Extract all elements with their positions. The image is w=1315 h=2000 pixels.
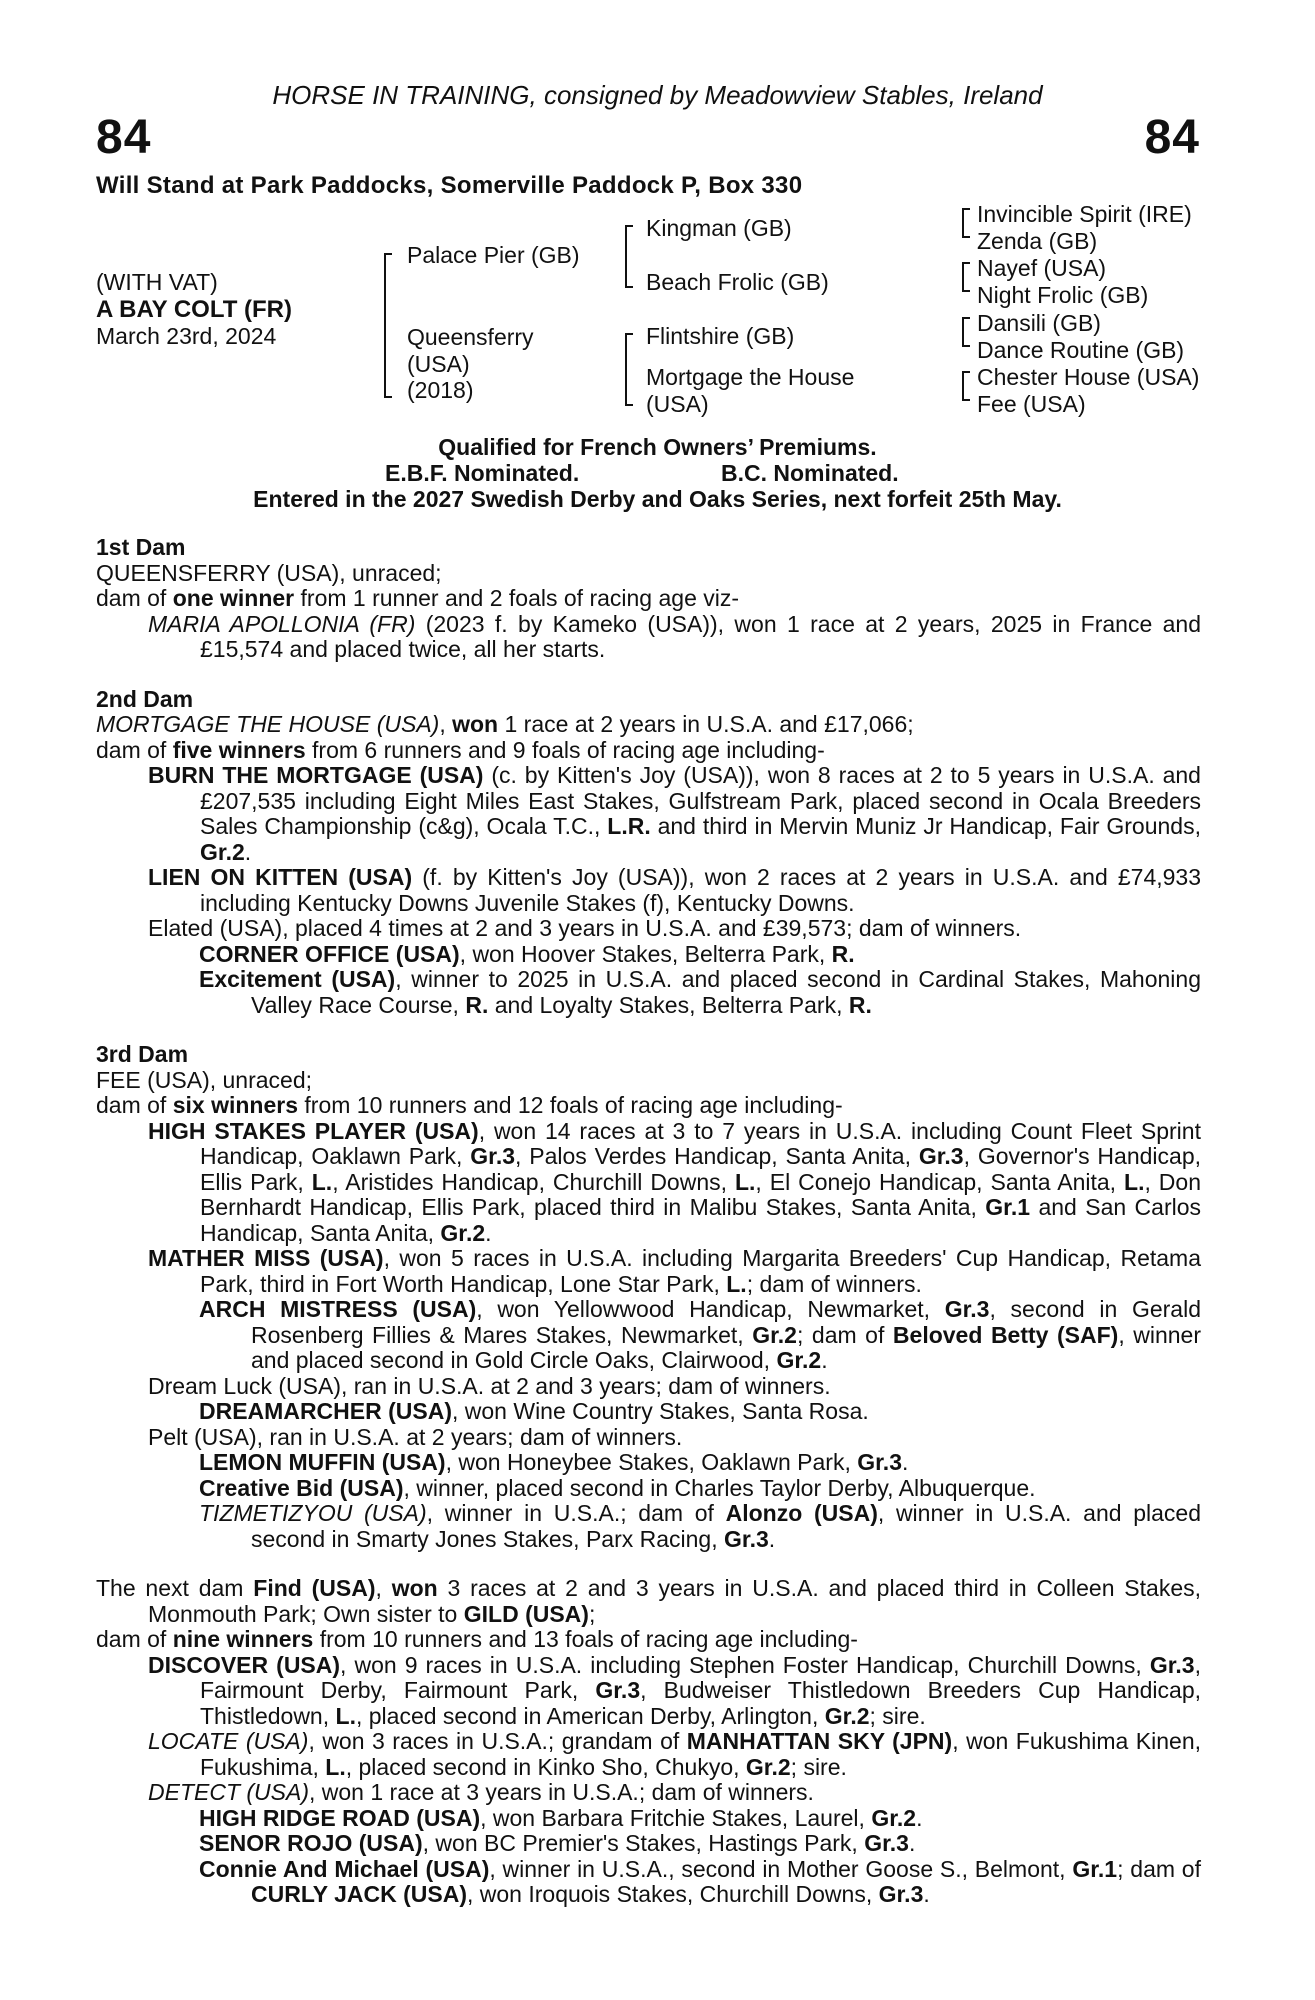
- pedigree-sire-dam: Beach Frolic (GB): [646, 269, 829, 295]
- third-dam-produce: dam of six winners from 10 runners and 12 foals of racing age including-: [96, 1092, 843, 1118]
- stand-location: Will Stand at Park Paddocks, Somerville Paddock P, Box 330: [96, 172, 803, 199]
- page-header: HORSE IN TRAINING, consigned by Meadowview Stables, Ireland: [272, 80, 1043, 110]
- maria-apollonia-entry: MARIA APOLLONIA (FR) (2023 f. by Kameko (USA)), won 1 race at 2 years, 2025 in France and £15,574 and placed twice, all her starts.: [148, 610, 1201, 662]
- next-dam-line: The next dam Find (USA), won 3 races at 2 and 3 years in U.S.A. and placed third in Colleen Stakes, Monmouth Park; Own sister to GILD (USA);: [96, 1575, 1202, 1627]
- lot-number-left: 84: [96, 111, 152, 164]
- ebf-note: E.B.F. Nominated.: [385, 460, 580, 486]
- first-dam-produce: dam of one winner from 1 runner and 2 foals of racing age viz-: [96, 585, 740, 611]
- second-dam-line: MORTGAGE THE HOUSE (USA), won 1 race at 2 years in U.S.A. and £17,066;: [96, 711, 914, 737]
- pedigree-dam-dam-country: (USA): [646, 391, 709, 417]
- lot-number-right: 84: [1144, 111, 1200, 164]
- high-stakes-player-entry: HIGH STAKES PLAYER (USA), won 14 races at 3 to 7 years in U.S.A. including Count Fleet Sprint Handicap, Oaklawn Park, Gr.3, Palos Verdes Handicap, Santa Anita, Gr.3, Governor's Handicap, Ellis Park, L., Aristides Handicap, Churchill Downs, L., El Conejo Handicap, Santa Anita, L., Don Bernhardt Handicap, Ellis Park, placed third in Malibu Stakes, Santa Anita, Gr.1 and San Carlos Handicap, Santa Anita, Gr.2.: [148, 1117, 1202, 1246]
- pedigree-sds: Nayef (USA): [977, 255, 1107, 281]
- pedigree-dam-sire: Flintshire (GB): [646, 323, 795, 349]
- pedigree-sire-sire: Kingman (GB): [646, 215, 792, 241]
- elated-entry: Elated (USA), placed 4 times at 2 and 3 years in U.S.A. and £39,573; dam of winners.: [148, 915, 1022, 941]
- pedigree-dam-year: (2018): [407, 377, 474, 403]
- lien-on-kitten-entry: LIEN ON KITTEN (USA) (f. by Kitten's Joy (USA)), won 2 races at 2 years in U.S.A. and £74,933 including Kentucky Downs Juvenile Stakes (f), Kentucky Downs.: [148, 864, 1201, 916]
- detect-entry: DETECT (USA), won 1 race at 3 years in U.S.A.; dam of winners.: [148, 1779, 814, 1805]
- pedigree-ddd: Fee (USA): [977, 391, 1086, 417]
- pedigree-dss: Dansili (GB): [977, 310, 1101, 336]
- horse-dob: March 23rd, 2024: [96, 323, 277, 349]
- high-ridge-road-entry: HIGH RIDGE ROAD (USA), won Barbara Fritchie Stakes, Laurel, Gr.2.: [199, 1804, 923, 1831]
- pedigree-sdd: Night Frolic (GB): [977, 282, 1149, 308]
- mather-miss-entry: MATHER MISS (USA), won 5 races in U.S.A. including Margarita Breeders' Cup Handicap, Retama Park, third in Fort Worth Handicap, Lone Star Park, L.; dam of winners.: [148, 1245, 1202, 1297]
- pedigree-brace-dam: [625, 333, 627, 406]
- french-premiums-note: Qualified for French Owners’ Premiums.: [438, 434, 877, 460]
- pedigree-sss: Invincible Spirit (IRE): [977, 201, 1192, 227]
- pelt-entry: Pelt (USA), ran in U.S.A. at 2 years; dam of winners.: [148, 1423, 683, 1450]
- vat-label: (WITH VAT): [96, 269, 218, 295]
- pedigree-brace-main: [384, 253, 386, 398]
- first-dam-heading: 1st Dam: [96, 534, 186, 560]
- pedigree-dsd: Dance Routine (GB): [977, 337, 1185, 363]
- excitement-entry: Excitement (USA), winner to 2025 in U.S.A. and placed second in Cardinal Stakes, Mahoning Valley Race Course, R. and Loyalty Stakes, Belterra Park, R.: [199, 966, 1202, 1018]
- pedigree-dam-dam: Mortgage the House: [646, 364, 855, 390]
- pedigree-dam: Queensferry: [407, 324, 534, 350]
- next-dam-produce: dam of nine winners from 10 runners and 13 foals of racing age including-: [96, 1626, 858, 1652]
- third-dam-line: FEE (USA), unraced;: [96, 1066, 313, 1093]
- tizmetizyou-entry: TIZMETIZYOU (USA), winner in U.S.A.; dam of Alonzo (USA), winner in U.S.A. and placed second in Smarty Jones Stakes, Parx Racing, Gr.3.: [199, 1500, 1201, 1552]
- pedigree-brace-3b: [962, 262, 964, 292]
- senor-rojo-entry: SENOR ROJO (USA), won BC Premier's Stakes, Hastings Park, Gr.3.: [199, 1830, 916, 1856]
- dreamarcher-entry: DREAMARCHER (USA), won Wine Country Stakes, Santa Rosa.: [199, 1398, 869, 1424]
- pedigree-dds: Chester House (USA): [977, 364, 1200, 390]
- pedigree-brace-3c: [962, 317, 964, 347]
- second-dam-heading: 2nd Dam: [96, 685, 194, 712]
- horse-name: A BAY COLT (FR): [96, 296, 292, 323]
- pedigree-brace-sire: [625, 225, 627, 288]
- connie-and-michael-entry: Connie And Michael (USA), winner in U.S.A., second in Mother Goose S., Belmont, Gr.1; dam of CURLY JACK (USA), won Iroquois Stakes, Churchill Downs, Gr.3.: [199, 1855, 1201, 1907]
- second-dam-produce: dam of five winners from 6 runners and 9 foals of racing age including-: [96, 736, 825, 763]
- pedigree-sire: Palace Pier (GB): [407, 242, 580, 268]
- pedigree-brace-3d: [962, 371, 964, 401]
- creative-bid-entry: Creative Bid (USA), winner, placed second in Charles Taylor Derby, Albuquerque.: [199, 1474, 1036, 1501]
- third-dam-heading: 3rd Dam: [96, 1041, 189, 1067]
- pedigree-ssd: Zenda (GB): [977, 228, 1098, 254]
- locate-entry: LOCATE (USA), won 3 races in U.S.A.; grandam of MANHATTAN SKY (JPN), won Fukushima Kinen, Fukushima, L., placed second in Kinko Sho, Chukyo, Gr.2; sire.: [148, 1728, 1201, 1780]
- burn-the-mortgage-entry: BURN THE MORTGAGE (USA) (c. by Kitten's Joy (USA)), won 8 races at 2 to 5 years in U.S.A. and £207,535 including Eight Miles East Stakes, Gulfstream Park, placed second in Ocala Breeders Sales Championship (c&g), Ocala T.C., L.R. and third in Mervin Muniz Jr Handicap, Fair Grounds, Gr.2.: [148, 762, 1201, 865]
- arch-mistress-entry: ARCH MISTRESS (USA), won Yellowwood Handicap, Newmarket, Gr.3, second in Gerald Rosenberg Fillies & Mares Stakes, Newmarket, Gr.2; dam of Beloved Betty (SAF), winner and placed second in Gold Circle Oaks, Clairwood, Gr.2.: [199, 1296, 1201, 1373]
- first-dam-line: QUEENSFERRY (USA), unraced;: [96, 559, 442, 586]
- discover-entry: DISCOVER (USA), won 9 races in U.S.A. including Stephen Foster Handicap, Churchill Downs, Gr.3, Fairmount Derby, Fairmount Park, Gr.3, Budweiser Thistledown Breeders Cup Handicap, Thistledown, L., placed second in American Derby, Arlington, Gr.2; sire.: [148, 1651, 1201, 1729]
- lemon-muffin-entry: LEMON MUFFIN (USA), won Honeybee Stakes, Oaklawn Park, Gr.3.: [199, 1449, 909, 1475]
- catalogue-body: [96, 535, 1201, 1908]
- pedigree-dam-country: (USA): [407, 351, 470, 377]
- pedigree-brace-3a: [962, 208, 964, 238]
- swedish-derby-note: Entered in the 2027 Swedish Derby and Oaks Series, next forfeit 25th May.: [253, 486, 1062, 512]
- dream-luck-entry: Dream Luck (USA), ran in U.S.A. at 2 and 3 years; dam of winners.: [148, 1372, 831, 1399]
- bc-note: B.C. Nominated.: [721, 460, 899, 486]
- corner-office-entry: CORNER OFFICE (USA), won Hoover Stakes, Belterra Park, R.: [199, 940, 855, 967]
